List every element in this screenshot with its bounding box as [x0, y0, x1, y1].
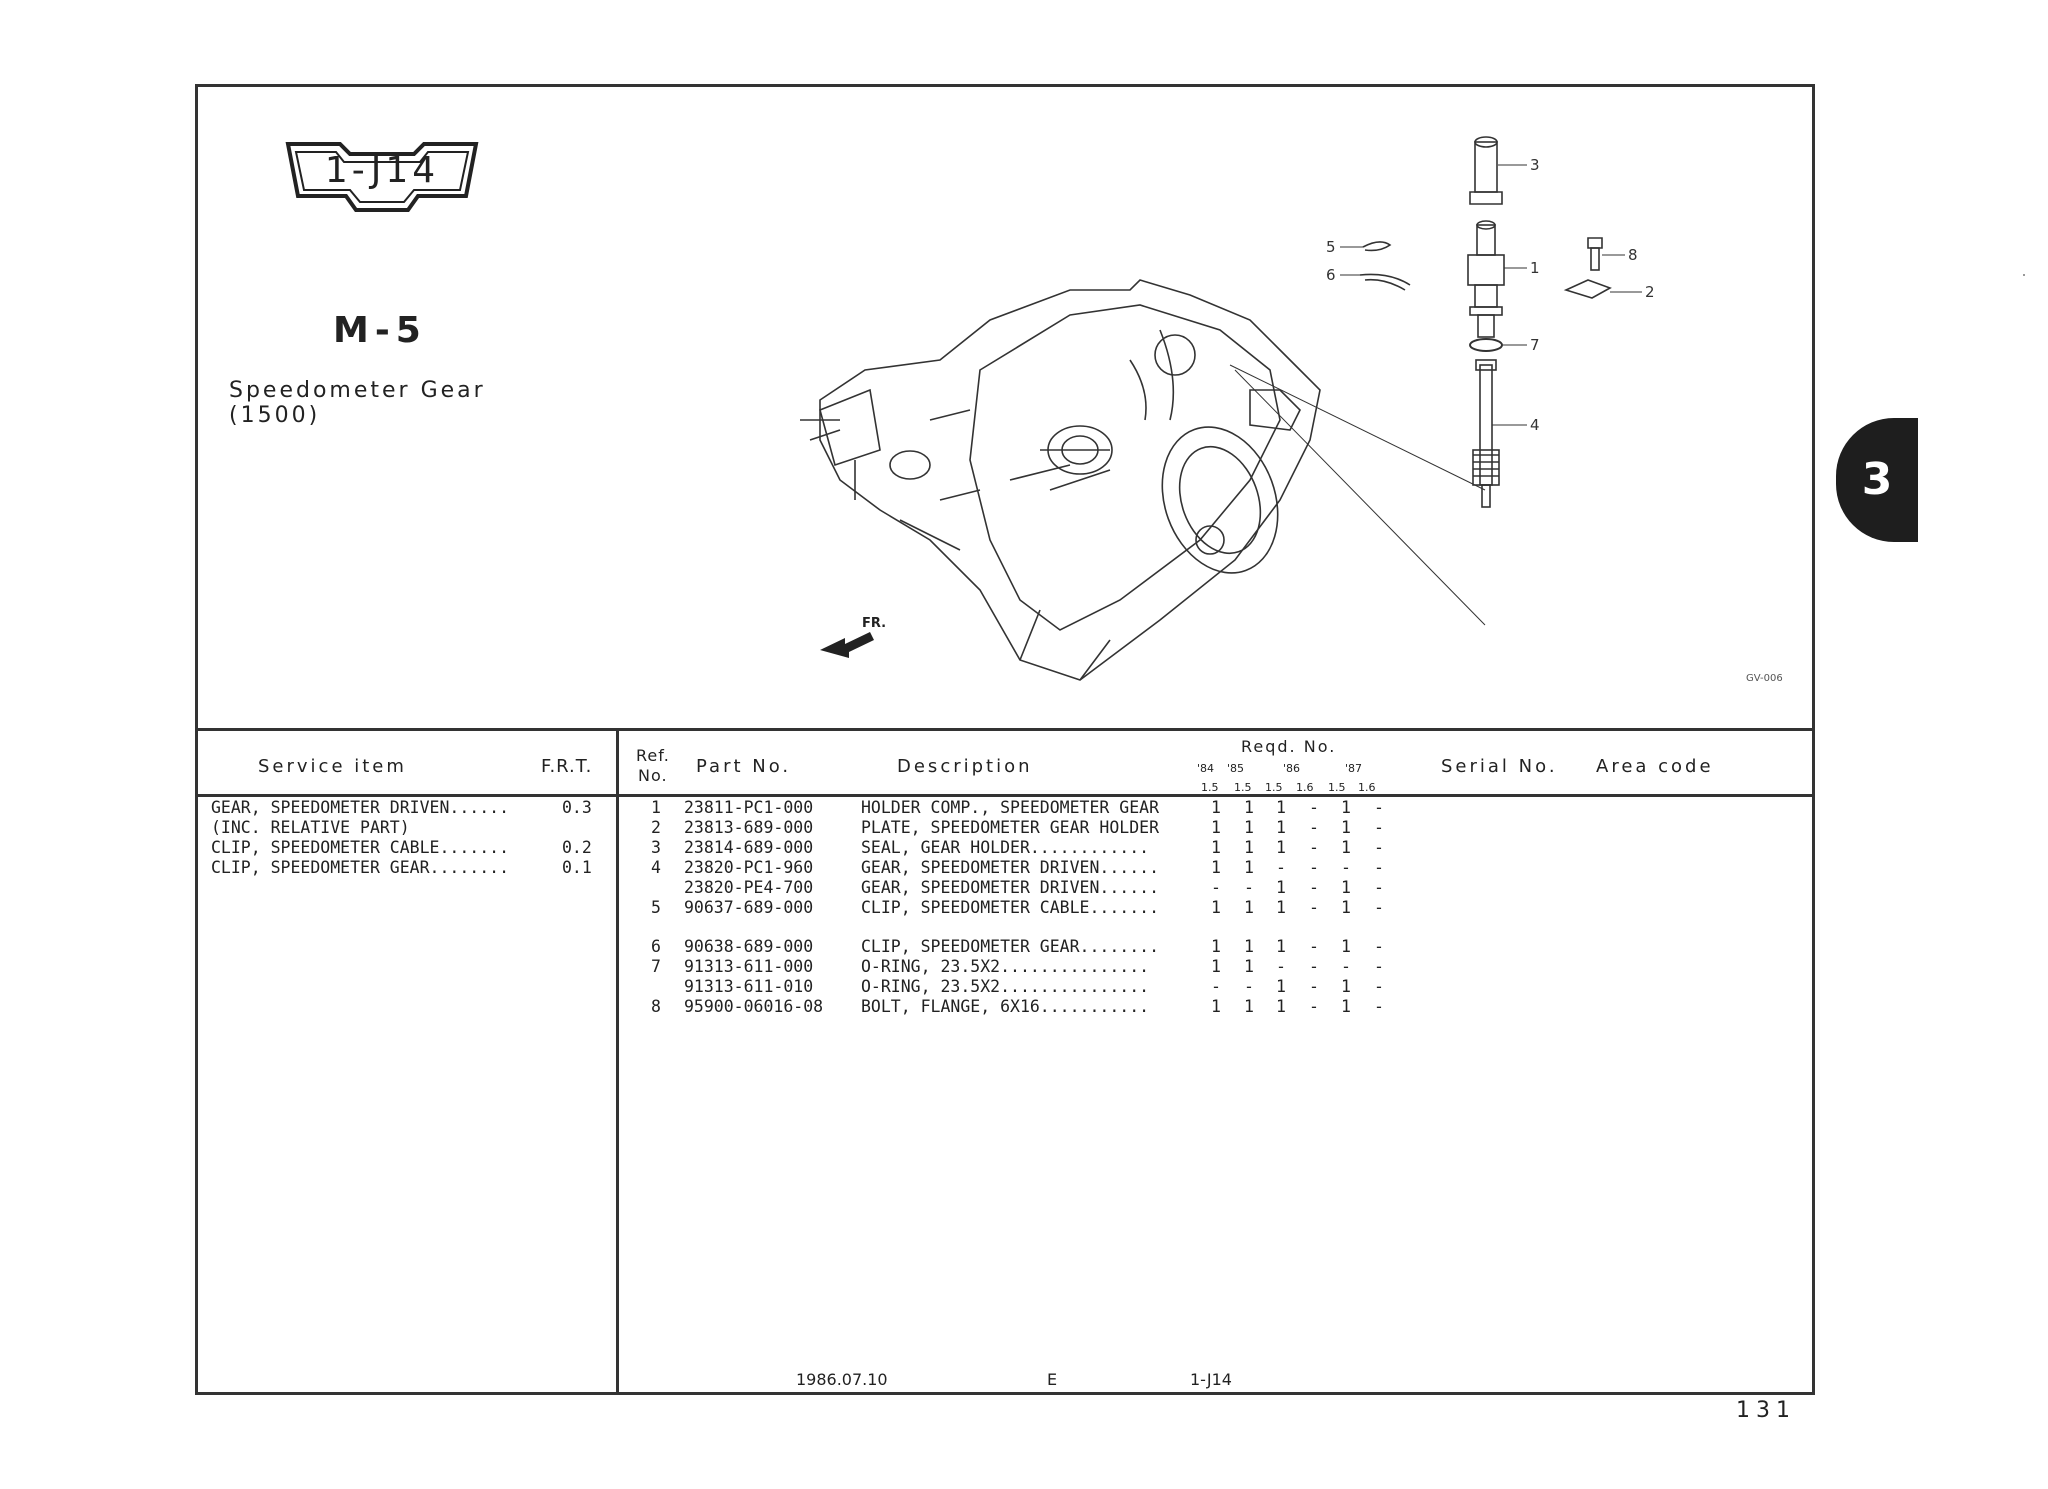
reqd-qty: 1 — [1211, 937, 1221, 956]
reqd-qty: 1 — [1276, 937, 1286, 956]
header-serial-no: Serial No. — [1441, 756, 1558, 777]
reqd-qty: - — [1309, 858, 1319, 877]
page-title — [229, 378, 486, 428]
reqd-qty: 1 — [1341, 818, 1351, 837]
reqd-qty: 1 — [1341, 838, 1351, 857]
reqd-qty: - — [1374, 858, 1384, 877]
section-tab: 3 — [1836, 418, 1918, 542]
part-description: GEAR, SPEEDOMETER DRIVEN...... — [861, 858, 1160, 877]
part-description: O-RING, 23.5X2............... — [861, 957, 1150, 976]
fr-label: FR. — [862, 616, 887, 631]
reqd-qty: - — [1374, 997, 1384, 1016]
reqd-qty: - — [1374, 878, 1384, 897]
part-no: 91313-611-010 — [684, 977, 814, 996]
callout-4: 4 — [1530, 416, 1540, 434]
reqd-qty: 1 — [1244, 858, 1254, 877]
part-description: BOLT, FLANGE, 6X16........... — [861, 997, 1150, 1016]
ref-no: 8 — [651, 997, 661, 1016]
reqd-qty: - — [1374, 818, 1384, 837]
reqd-qty: - — [1309, 937, 1319, 956]
reqd-qty: - — [1309, 798, 1319, 817]
reqd-qty: 1 — [1244, 957, 1254, 976]
clip-part-5 — [1363, 242, 1390, 251]
year-87: '87 — [1345, 762, 1363, 775]
service-item-text: (INC. RELATIVE PART) — [211, 818, 410, 837]
part-no: 23814-689-000 — [684, 838, 814, 857]
reqd-qty: 1 — [1276, 977, 1286, 996]
reqd-qty: - — [1309, 997, 1319, 1016]
engine-col-5: 1.5 — [1328, 781, 1346, 794]
reqd-qty: - — [1309, 977, 1319, 996]
plate-part-2 — [1566, 280, 1610, 298]
header-description: Description — [897, 756, 1033, 777]
callout-5: 5 — [1326, 238, 1336, 256]
year-85: '85 — [1227, 762, 1245, 775]
reqd-qty: 1 — [1244, 798, 1254, 817]
clip-part-6 — [1360, 274, 1410, 290]
reqd-qty: - — [1374, 838, 1384, 857]
footer-ref: 1-J14 — [1190, 1370, 1232, 1389]
model-label: M-5 — [333, 310, 427, 351]
part-description: O-RING, 23.5X2............... — [861, 977, 1150, 996]
reqd-qty: 1 — [1211, 898, 1221, 917]
reqd-qty: - — [1374, 937, 1384, 956]
engine-col-4: 1.6 — [1296, 781, 1314, 794]
header-reqd-no: Reqd. No. — [1241, 737, 1337, 756]
part-no: 23820-PE4-700 — [684, 878, 814, 897]
year-84: '84 — [1197, 762, 1215, 775]
table-column-divider — [616, 730, 619, 1395]
reqd-qty: 1 — [1341, 937, 1351, 956]
part-no: 90638-689-000 — [684, 937, 814, 956]
gear-part-4 — [1473, 360, 1499, 507]
part-description: SEAL, GEAR HOLDER............ — [861, 838, 1150, 857]
header-area-code: Area code — [1596, 756, 1714, 777]
engine-col-1: 1.5 — [1201, 781, 1219, 794]
engine-col-2: 1.5 — [1234, 781, 1252, 794]
reqd-qty: 1 — [1276, 838, 1286, 857]
reqd-qty: 1 — [1211, 997, 1221, 1016]
ref-no: 7 — [651, 957, 661, 976]
footer-date: 1986.07.10 — [796, 1370, 888, 1389]
header-frt: F.R.T. — [541, 756, 593, 777]
header-ref-2: No. — [638, 766, 668, 785]
part-description: HOLDER COMP., SPEEDOMETER GEAR — [861, 798, 1160, 817]
page-number: 131 — [1736, 1398, 1796, 1423]
service-item-text: CLIP, SPEEDOMETER GEAR........ — [211, 858, 510, 877]
reqd-qty: - — [1341, 957, 1351, 976]
reqd-qty: 1 — [1211, 858, 1221, 877]
reqd-qty: 1 — [1244, 898, 1254, 917]
title-line-1: Speedometer Gear — [229, 378, 486, 403]
part-no: 23820-PC1-960 — [684, 858, 814, 877]
bolt-part-8 — [1588, 238, 1602, 270]
reqd-qty: - — [1244, 977, 1254, 996]
reqd-qty: 1 — [1276, 898, 1286, 917]
reqd-qty: 1 — [1211, 798, 1221, 817]
reqd-qty: 1 — [1211, 818, 1221, 837]
seal-part-3 — [1470, 137, 1502, 204]
service-item-text: CLIP, SPEEDOMETER CABLE....... — [211, 838, 510, 857]
reqd-qty: - — [1276, 957, 1286, 976]
part-no: 23813-689-000 — [684, 818, 814, 837]
fr-arrow-icon — [820, 632, 874, 658]
part-no: 91313-611-000 — [684, 957, 814, 976]
reqd-qty: 1 — [1244, 818, 1254, 837]
service-item-frt: 0.1 — [562, 858, 592, 877]
reqd-qty: - — [1309, 878, 1319, 897]
section-code: 1-J14 — [324, 150, 440, 191]
ref-no: 5 — [651, 898, 661, 917]
callout-3: 3 — [1530, 156, 1540, 174]
reqd-qty: - — [1309, 898, 1319, 917]
service-item-frt: 0.3 — [562, 798, 592, 817]
reqd-qty: - — [1374, 798, 1384, 817]
service-item-frt: 0.2 — [562, 838, 592, 857]
part-no: 23811-PC1-000 — [684, 798, 814, 817]
reqd-qty: - — [1211, 977, 1221, 996]
service-item-text: GEAR, SPEEDOMETER DRIVEN...... — [211, 798, 510, 817]
reqd-qty: - — [1309, 818, 1319, 837]
engine-col-6: 1.6 — [1358, 781, 1376, 794]
reqd-qty: 1 — [1341, 977, 1351, 996]
part-description: PLATE, SPEEDOMETER GEAR HOLDER — [861, 818, 1160, 837]
engine-col-3: 1.5 — [1265, 781, 1283, 794]
callout-8: 8 — [1628, 246, 1638, 264]
header-part-no: Part No. — [696, 756, 792, 777]
ref-no: 1 — [651, 798, 661, 817]
diagram-code: GV-006 — [1746, 673, 1783, 684]
reqd-qty: - — [1276, 858, 1286, 877]
year-86: '86 — [1283, 762, 1301, 775]
part-description: CLIP, SPEEDOMETER GEAR........ — [861, 937, 1160, 956]
part-description: CLIP, SPEEDOMETER CABLE....... — [861, 898, 1160, 917]
reqd-qty: - — [1211, 878, 1221, 897]
reqd-qty: 1 — [1341, 798, 1351, 817]
callout-7: 7 — [1530, 336, 1540, 354]
reqd-qty: 1 — [1341, 898, 1351, 917]
reqd-qty: - — [1341, 858, 1351, 877]
callout-1: 1 — [1530, 259, 1540, 277]
ref-no: 6 — [651, 937, 661, 956]
reqd-qty: 1 — [1244, 997, 1254, 1016]
o-ring-part-7 — [1470, 339, 1502, 351]
header-ref-1: Ref. — [636, 746, 670, 765]
title-line-2: (1500) — [229, 403, 321, 428]
diagram-table-divider — [195, 728, 1815, 731]
reqd-qty: 1 — [1244, 838, 1254, 857]
exploded-parts-diagram — [780, 120, 1790, 700]
part-description: GEAR, SPEEDOMETER DRIVEN...... — [861, 878, 1160, 897]
callout-labels — [1326, 156, 1655, 434]
callout-2: 2 — [1645, 283, 1655, 301]
reqd-qty: 1 — [1211, 838, 1221, 857]
holder-part-1 — [1468, 221, 1504, 337]
reqd-qty: 1 — [1276, 997, 1286, 1016]
part-no: 95900-06016-08 — [684, 997, 824, 1016]
part-no: 90637-689-000 — [684, 898, 814, 917]
header-service-item: Service item — [258, 756, 407, 777]
reqd-qty: - — [1374, 898, 1384, 917]
reqd-qty: - — [1309, 838, 1319, 857]
reqd-qty: 1 — [1211, 957, 1221, 976]
ref-no: 4 — [651, 858, 661, 877]
reqd-qty: 1 — [1276, 798, 1286, 817]
reqd-qty: - — [1244, 878, 1254, 897]
ref-no: 3 — [651, 838, 661, 857]
footer-code: E — [1047, 1370, 1058, 1389]
page-edge-mark — [2023, 274, 2025, 276]
callout-6: 6 — [1326, 266, 1336, 284]
reqd-qty: 1 — [1341, 878, 1351, 897]
reqd-qty: 1 — [1341, 997, 1351, 1016]
table-header-divider — [195, 794, 1815, 797]
reqd-qty: 1 — [1276, 878, 1286, 897]
ref-no: 2 — [651, 818, 661, 837]
reqd-qty: - — [1374, 957, 1384, 976]
reqd-qty: 1 — [1244, 937, 1254, 956]
reqd-qty: - — [1309, 957, 1319, 976]
reqd-qty: 1 — [1276, 818, 1286, 837]
reqd-qty: - — [1374, 977, 1384, 996]
